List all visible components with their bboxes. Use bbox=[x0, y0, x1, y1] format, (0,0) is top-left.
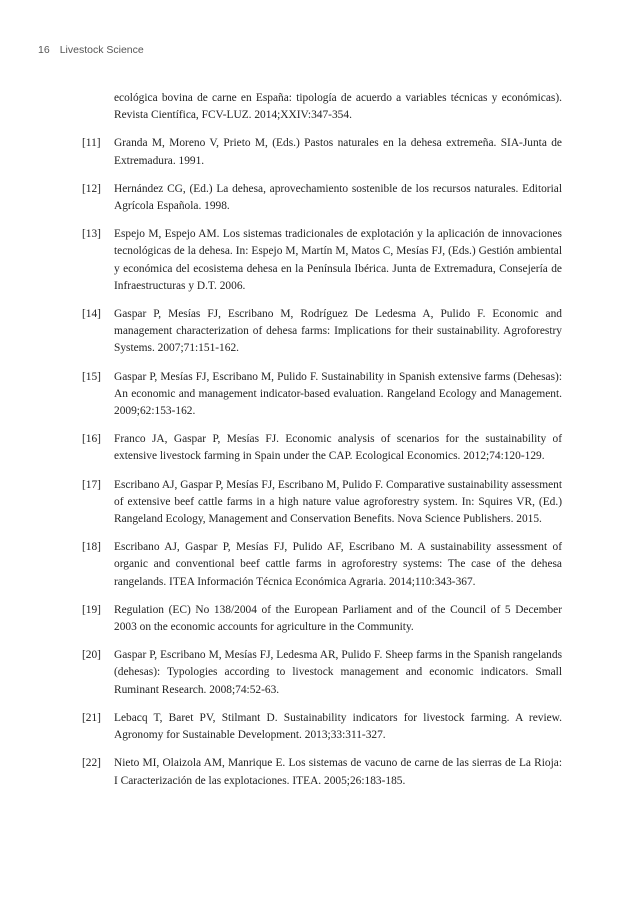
reference-number: [20] bbox=[82, 649, 101, 662]
reference-number: [19] bbox=[82, 603, 101, 616]
reference-number: [18] bbox=[82, 541, 101, 554]
reference-text: Lebacq T, Baret PV, Stilmant D. Sustainability indicators for livestock farming. A review. Agronomy for Sustainable Development. 2013;33:311-327. bbox=[114, 711, 562, 742]
reference-item bbox=[82, 539, 562, 591]
reference-number: [16] bbox=[82, 433, 101, 446]
reference-text: Granda M, Moreno V, Prieto M, (Eds.) Pastos naturales en la dehesa extremeña. SIA-Junta de Extremadura. 1991. bbox=[114, 137, 562, 167]
reference-text: Gaspar P, Mesías FJ, Escribano M, Pulido F. Sustainability in Spanish extensive farms (Dehesas): An economic and management indicator-based evaluation. Rangeland Ecology and Management. 2009;62:153-162. bbox=[114, 370, 562, 418]
reference-number: [15] bbox=[82, 370, 101, 383]
reference-text: Regulation (EC) No 138/2004 of the European Parliament and of the Council of 5 December 2003 on the economic accounts for agriculture in the Community. bbox=[114, 603, 562, 634]
reference-number: [13] bbox=[82, 228, 101, 241]
reference-item bbox=[82, 226, 562, 295]
reference-text: Espejo M, Espejo AM. Los sistemas tradicionales de explotación y la aplicación de innovaciones tecnológicas de la dehesa. In: Espejo M, Martín M, Matos C, Mesías FJ, (Eds.) Gestión ambiental y económica del ecosistema dehesa en la Península Ibérica. Junta de Extremadura, Consejería de Infraestructuras y D.T. 2006. bbox=[114, 228, 562, 292]
page-number: 16 bbox=[38, 44, 50, 56]
reference-list bbox=[82, 90, 562, 801]
reference-item bbox=[82, 647, 562, 699]
reference-text: Escribano AJ, Gaspar P, Mesías FJ, Escribano M, Pulido F. Comparative sustainability assessment of extensive beef cattle farms in a high nature value agroforestry system. In: Squires VR, (Ed.) Rangeland Ecology, Management and Conservation Benefits. Nova Science Publishers. 2015. bbox=[114, 478, 562, 526]
reference-item bbox=[82, 710, 562, 744]
reference-number: [22] bbox=[82, 757, 101, 770]
reference-text: Escribano AJ, Gaspar P, Mesías FJ, Pulido AF, Escribano M. A sustainability assessment of organic and conventional beef cattle farms in agroforestry systems: The case of the dehesa rangelands. ITEA Información Técnica Económica Agraria. 2014;110:343-367. bbox=[114, 541, 562, 588]
reference-text: Gaspar P, Escribano M, Mesías FJ, Ledesma AR, Pulido F. Sheep farms in the Spanish rangelands (dehesas): Typologies according to livestock management and economic indicators. Small Ruminant Research. 2008;74:52-63. bbox=[114, 649, 562, 696]
reference-item bbox=[82, 181, 562, 215]
reference-text: Nieto MI, Olaizola AM, Manrique E. Los sistemas de vacuno de carne de las sierras de La Rioja: I Caracterización de las explotaciones. ITEA. 2005;26:183-185. bbox=[114, 757, 562, 787]
reference-item bbox=[82, 135, 562, 169]
reference-number: [17] bbox=[82, 478, 101, 491]
reference-text: Franco JA, Gaspar P, Mesías FJ. Economic analysis of scenarios for the sustainability of extensive livestock farming in Spain under the CAP. Ecological Economics. 2012;74:120-129. bbox=[114, 433, 562, 463]
reference-item bbox=[82, 755, 562, 789]
reference-item bbox=[82, 369, 562, 421]
reference-number: [21] bbox=[82, 711, 101, 724]
running-head bbox=[38, 44, 144, 56]
reference-text: Hernández CG, (Ed.) La dehesa, aprovechamiento sostenible de los recursos naturales. Editorial Agrícola Española. 1998. bbox=[114, 182, 562, 213]
reference-text: Gaspar P, Mesías FJ, Escribano M, Rodríguez De Ledesma A, Pulido F. Economic and management characterization of dehesa farms: Implications for their sustainability. Agroforestry Systems. 2007;71:151-162. bbox=[114, 308, 562, 355]
reference-number: [12] bbox=[82, 182, 101, 195]
reference-item bbox=[82, 90, 562, 124]
reference-text: ecológica bovina de carne en España: tipología de acuerdo a variables técnicas y económicas). Revista Científica, FCV-LUZ. 2014;XXIV:347-354. bbox=[114, 92, 562, 122]
reference-item bbox=[82, 602, 562, 636]
journal-title: Livestock Science bbox=[59, 44, 144, 56]
reference-number: [11] bbox=[82, 137, 101, 150]
reference-item bbox=[82, 477, 562, 529]
reference-item bbox=[82, 306, 562, 358]
reference-number: [14] bbox=[82, 308, 101, 321]
reference-item bbox=[82, 431, 562, 465]
